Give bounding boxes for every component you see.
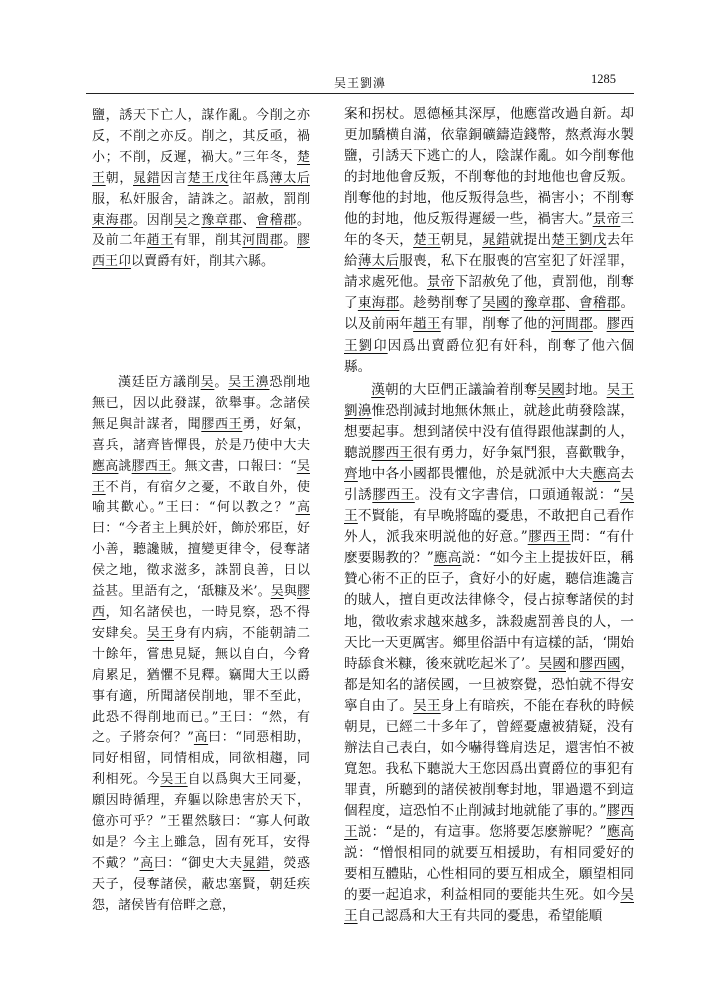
proper-name: 膠西國 [579,655,621,672]
text-run: 與 [283,584,297,600]
proper-name: 趙王 [146,233,174,249]
text-run: 。無文書，口報曰：“ [171,458,297,474]
proper-name: 會稽郡 [255,212,297,228]
text-run: 自以爲與大王同憂，願因時循理，弃軀以除患害於天下，億亦可乎？”王瞿然駭曰：“寡人何敢如是？今主上雖急，固有死耳，安得不戴？” [92,772,310,871]
translation-column-top [344,104,634,378]
text-run: 很有勇力，好争氣鬥狠，喜歡戰争， [413,445,635,462]
text-run: 不賢能，有早晚將臨的憂患，不敢把自己看作外人，派我來明説他的好意。” [344,508,635,546]
text-run: 曰：“同惡相助，同好相留，同情相成，同欲相趨，同利相死。今 [92,730,310,788]
proper-name: 應高 [592,466,621,483]
text-run: 。以及前兩年 [344,295,635,333]
text-run: 去年給 [344,232,635,270]
proper-name: 河間郡 [242,233,284,249]
proper-name: 膠西王 [371,445,414,462]
proper-name: 楚王劉戊 [551,232,607,249]
original-paragraph-1 [92,106,310,273]
proper-name: 應高 [92,458,119,474]
text-run: 説：“如今主上提拔奸臣，稱贊心術不正的臣子，貪好小的好處，聽信進讒言的賊人，擅自更改法律條令，侵占掠奪諸侯的封地，徵收索求越來越多，誅殺處罰善良的人，一天比一天更厲害。鄉里俗語中有這樣的話，‘開始時舔食米糠，後來就吃起米了’。 [344,550,635,672]
text-run: 惟恐削減封地無休無止，就趁此萌發陰謀，想要起事。想到諸侯中没有值得跟他謀劃的人，聽説 [344,403,634,462]
text-run: 説：“是的，有這事。您將要怎麽辦呢？” [357,823,607,840]
proper-name: 膠西 [92,584,310,620]
translation-paragraph-1 [344,104,634,378]
proper-name: 吴王 [344,487,635,525]
text-run: 去引誘 [344,466,635,504]
text-run: ，熒惑天子，侵奪諸侯，蔽忠塞賢，朝廷疾怨，諸侯皆有倍畔之意， [92,855,310,913]
proper-name: 趙王 [413,316,441,333]
proper-name: 膠西王 [201,416,243,432]
proper-name: 薄太后 [269,170,310,186]
proper-name: 薄太后 [357,253,400,270]
proper-name: 吴王 [344,887,634,925]
text-run: 封地。 [565,382,607,398]
proper-name: 高 [295,500,310,516]
text-run: 身上有暗疾，不能在春秋的時候朝見，已經二十多年了，曾經憂慮被猜疑，没有辦法自己表白，如今嚇得聳肩迭足，還害怕不被寬恕。我私下聽説大王您因爲出賣爵位的事犯有罪責，所聽到的諸侯被削奪封地，罪過還不到這個程度，這恐怕不止削減封地就能了事的。” [344,697,635,819]
proper-name: 膠西王劉卬 [344,316,635,354]
text-run: 鹽，誘天下亡人，謀作亂。今削之亦反，不削之亦反。削之，其反亟，禍小；不削，反遲，禍大。”三年冬， [92,108,310,165]
proper-name: 吴國 [538,655,566,672]
text-run: 説：“憎恨相同的就要互相援助，有相同愛好的要相互體貼，心性相同的要互相成全，願望相同的要一起追求，利益相同的要能共生死。如今 [344,845,634,904]
proper-name: 吴 [270,584,284,600]
text-run: 。因削 [132,212,174,228]
proper-name: 晁錯 [133,170,161,186]
proper-name: 晁錯 [482,232,510,249]
text-run: 漢廷臣方議削 [118,375,201,390]
proper-name: 楚王 [413,232,441,249]
proper-name: 應高 [433,550,462,567]
text-run: 曰：“御史大夫 [153,855,243,871]
text-run: 和 [566,655,580,672]
proper-name: 河間郡 [551,316,593,333]
text-run: 。 [214,375,229,390]
text-run: 有罪，削其 [173,233,243,249]
text-run: 往年爲 [228,170,270,186]
proper-name: 吴國 [482,295,510,312]
text-run: 誂 [118,458,132,474]
proper-name: 晁錯 [242,855,270,871]
text-run: 。 [592,316,607,333]
text-run: 朝見， [440,232,483,249]
proper-name: 高 [193,730,209,746]
proper-name: 應高 [606,823,634,840]
proper-name: 吴王 [160,772,188,788]
text-run: 。 [283,233,297,249]
proper-name: 膠西王卬 [92,233,310,270]
text-run: 問：“有什麽要賜教的？” [344,529,635,567]
proper-name: 楚王 [92,149,310,186]
text-run: 勇，好氣，喜兵，諸齊皆憚畏，於是乃使中大夫 [92,416,310,453]
original-text-column-top [92,106,310,273]
proper-name: 齊 [344,466,358,483]
text-run: 身有内病，不能朝請二十餘年，嘗患見疑，無以自白，今脅肩累足，猶懼不見釋。竊聞大王以爵事有適，所聞諸侯削地，罪不至此，此恐不得削地而已。”王曰：“然，有之。子將奈何？” [92,625,310,746]
proper-name: 漢 [371,382,386,398]
text-run: 三年的冬天， [344,211,634,249]
text-run: 朝， [105,170,133,186]
proper-name: 景帝 [592,211,621,228]
translation-column-bottom [344,380,634,927]
text-run: 下詔赦免了他，責罰他，削奪了 [344,274,634,312]
proper-name: 豫章郡 [201,212,243,228]
proper-name: 吴王 [92,458,310,495]
text-run: 案和拐杖。恩德極其深厚，他應當改過自新。却更加驕横自滿，依靠銅礦鑄造錢幣，熬煮海水製鹽，引誘天下逃亡的人，陰謀作亂。如今削奪他的封地他會反叛，不削奪他的封地他也會反叛。削奪他的封地，他反叛得急些，禍害小；不削奪他的封地，他反叛得遲緩一些，禍害大。” [344,106,634,228]
proper-name: 楚王戊 [187,170,229,186]
text-run: 有罪，削奪了他的 [440,316,552,333]
text-run: 的 [509,295,524,312]
text-run: 曰：“今者主上興於奸，飾於邪臣，好小善，聽讒賊，擅變更律令，侵奪諸侯之地，徵求滋多，誅罰良善，日以益甚。里語有之，‘舐糠及米’。 [92,521,310,600]
page-number: 1285 [591,72,616,86]
text-run: 朝的大臣們正議論着削奪 [385,382,538,398]
proper-name: 吴王濞 [228,375,270,390]
proper-name: 景帝 [426,274,455,291]
proper-name: 高 [139,855,154,871]
proper-name: 膠西王 [344,802,634,840]
text-run: 不肖，有宿夕之憂，不敢自外，使喻其歡心。”王曰：“何以教之？” [92,479,310,516]
running-header-title: 吴王劉濞 [334,76,387,90]
proper-name: 東海郡 [357,295,400,312]
text-run: 服，私奸服舍，請誅之。詔赦，罰削 [92,191,310,207]
proper-name: 吴王 [146,625,174,641]
proper-name: 吴 [200,375,215,390]
text-run: 、 [565,295,579,312]
text-run: 服喪，私下在服喪的宫室犯了奸淫罪，請求處死他。 [344,253,635,291]
proper-name: 豫章郡 [523,295,566,312]
text-run: 因爲出賣爵位犯有奸科，削奪了他六個縣。 [344,337,635,375]
text-run: 、 [242,212,256,228]
text-run: 以賣爵有奸，削其六縣。 [131,254,275,270]
text-run: 就提出 [509,232,552,249]
text-run: 恐削地無已，因以此發謀，欲舉事。念諸侯無足與計謀者，聞 [92,375,310,432]
proper-name: 膠西王 [527,529,571,546]
text-run: 。趁勢削奪了 [399,295,483,312]
text-run: 自己認爲和大王有共同的憂患，希望能順 [357,908,603,925]
proper-name: 吴國 [537,382,566,398]
proper-name: 膠西王 [131,458,172,474]
original-text-column-bottom [92,373,310,917]
proper-name: 吴王劉濞 [344,382,635,420]
text-run: 。及前二年 [92,212,310,249]
text-run: ，知名諸侯也，一時見察，恐不得安肆矣。 [92,604,310,641]
text-run: 之 [187,212,202,228]
text-run: 。没有文字書信，口頭通報説：“ [414,487,620,504]
proper-name: 吴 [173,212,188,228]
original-paragraph-2 [92,373,310,917]
text-run: 因言 [160,170,188,186]
proper-name: 東海郡 [92,212,133,228]
text-run: ，都是知名的諸侯國，一旦被察覺，恐怕就不得安寧自由了。 [344,655,635,714]
text-run: 地中各小國都畏懼他，於是就派中大夫 [357,466,593,483]
proper-name: 膠西王 [372,487,415,504]
proper-name: 吴王 [413,697,441,714]
translation-paragraph-2 [344,380,634,927]
header-rule [86,93,634,94]
proper-name: 會稽郡 [578,295,621,312]
